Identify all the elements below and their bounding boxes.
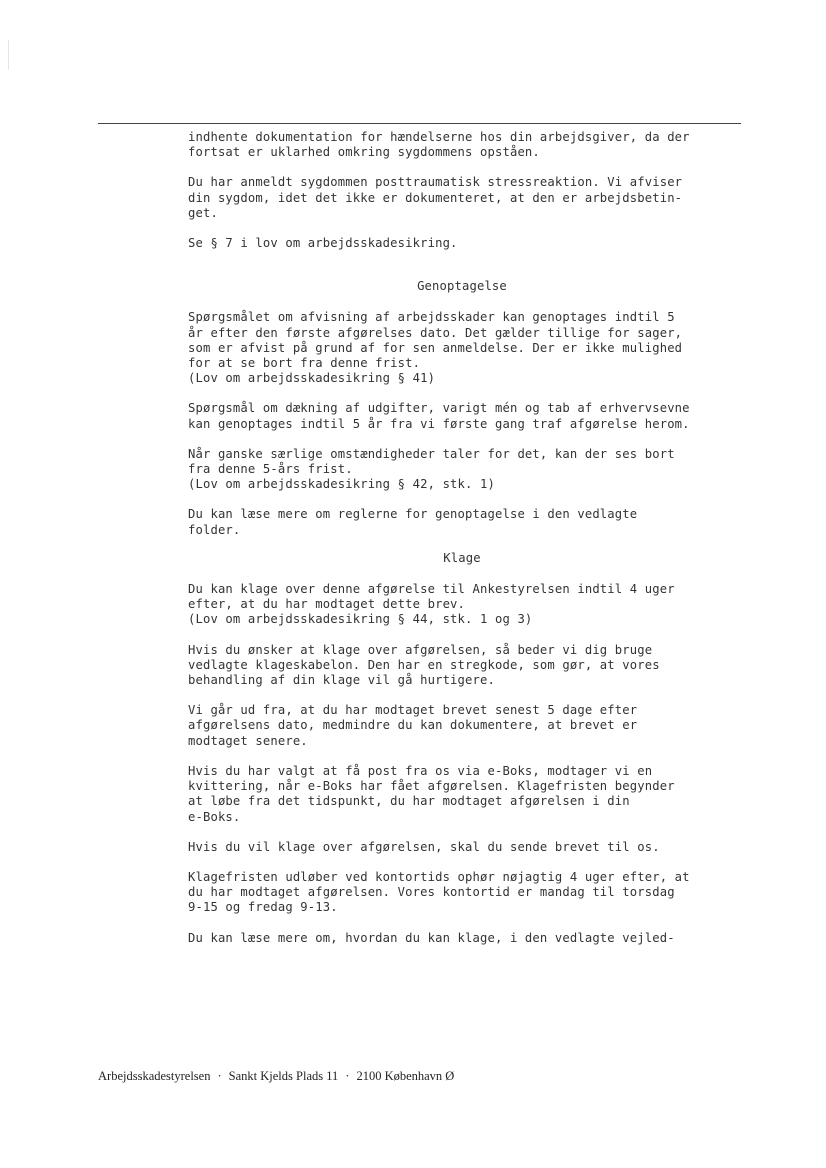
paragraph: Se § 7 i lov om arbejdsskadesikring. <box>188 236 458 251</box>
paragraph: Du har anmeldt sygdommen posttraumatisk stressreaktion. Vi afviser din sygdom, idet det ikke er dokumenteret, at den er arbejdsbetin- get. <box>188 175 683 220</box>
paragraph: Spørgsmål om dækning af udgifter, varigt mén og tab af erhvervsevne kan genoptages indtil 5 år fra vi første gang traf afgørelse herom. <box>188 401 690 431</box>
paragraph: Du kan læse mere om reglerne for genoptagelse i den vedlagte folder. <box>188 507 638 537</box>
paragraph: Klagefristen udløber ved kontortids ophør nøjagtig 4 uger efter, at du har modtaget afgørelsen. Vores kontortid er mandag til torsdag 9-15 og fredag 9-13. <box>188 869 690 915</box>
paragraph: Hvis du vil klage over afgørelsen, skal du sende brevet til os. <box>188 839 660 854</box>
scan-artifact <box>8 40 9 70</box>
letter-body <box>188 130 748 961</box>
footer-city: 2100 København Ø <box>356 1069 455 1083</box>
paragraph: Du kan klage over denne afgørelse til Ankestyrelsen indtil 4 uger efter, at du har modtaget dette brev. (Lov om arbejdsskadesikring § 44, stk. 1 og 3) <box>188 582 675 627</box>
footer-address: Sankt Kjelds Plads 11 <box>228 1069 339 1083</box>
paragraph: Vi går ud fra, at du har modtaget brevet senest 5 dage efter afgørelsens dato, medmindre du kan dokumentere, at brevet er modtaget senere. <box>188 703 638 748</box>
footer-separator: · <box>217 1069 222 1083</box>
footer-organization: Arbejdsskadestyrelsen <box>98 1069 211 1083</box>
paragraph: Hvis du ønsker at klage over afgørelsen, så beder vi dig bruge vedlagte klageskabelon. Den har en stregkode, som gør, at vores behandling af din klage vil gå hurtigere. <box>188 642 660 688</box>
paragraph: Spørgsmålet om afvisning af arbejdsskader kan genoptages indtil 5 år efter den første afgørelses dato. Det gælder tillige for sager, som er afvist på grund af for sen anmeldelse. Der er ikke mulighed for at se bort fra denne frist. (Lov om arbejdsskadesikring § 41) <box>188 310 683 386</box>
section-heading-genoptagelse: Genoptagelse <box>417 279 507 294</box>
section-heading-klage: Klage <box>443 550 481 565</box>
paragraph: Når ganske særlige omstændigheder taler for det, kan der ses bort fra denne 5-års frist. (Lov om arbejdsskadesikring § 42, stk. 1) <box>188 446 675 492</box>
header-rule <box>98 123 741 124</box>
letter-footer <box>98 1069 454 1084</box>
paragraph: Hvis du har valgt at få post fra os via e-Boks, modtager vi en kvittering, når e-Boks har fået afgørelsen. Klagefristen begynder at løbe fra det tidspunkt, du har modtaget afgørelsen i din e-Boks. <box>188 763 675 824</box>
paragraph: Du kan læse mere om, hvordan du kan klage, i den vedlagte vejled- <box>188 930 675 945</box>
paragraph: indhente dokumentation for hændelserne hos din arbejdsgiver, da der fortsat er uklarhed omkring sygdommens opståen. <box>188 130 690 160</box>
footer-separator: · <box>345 1069 350 1083</box>
